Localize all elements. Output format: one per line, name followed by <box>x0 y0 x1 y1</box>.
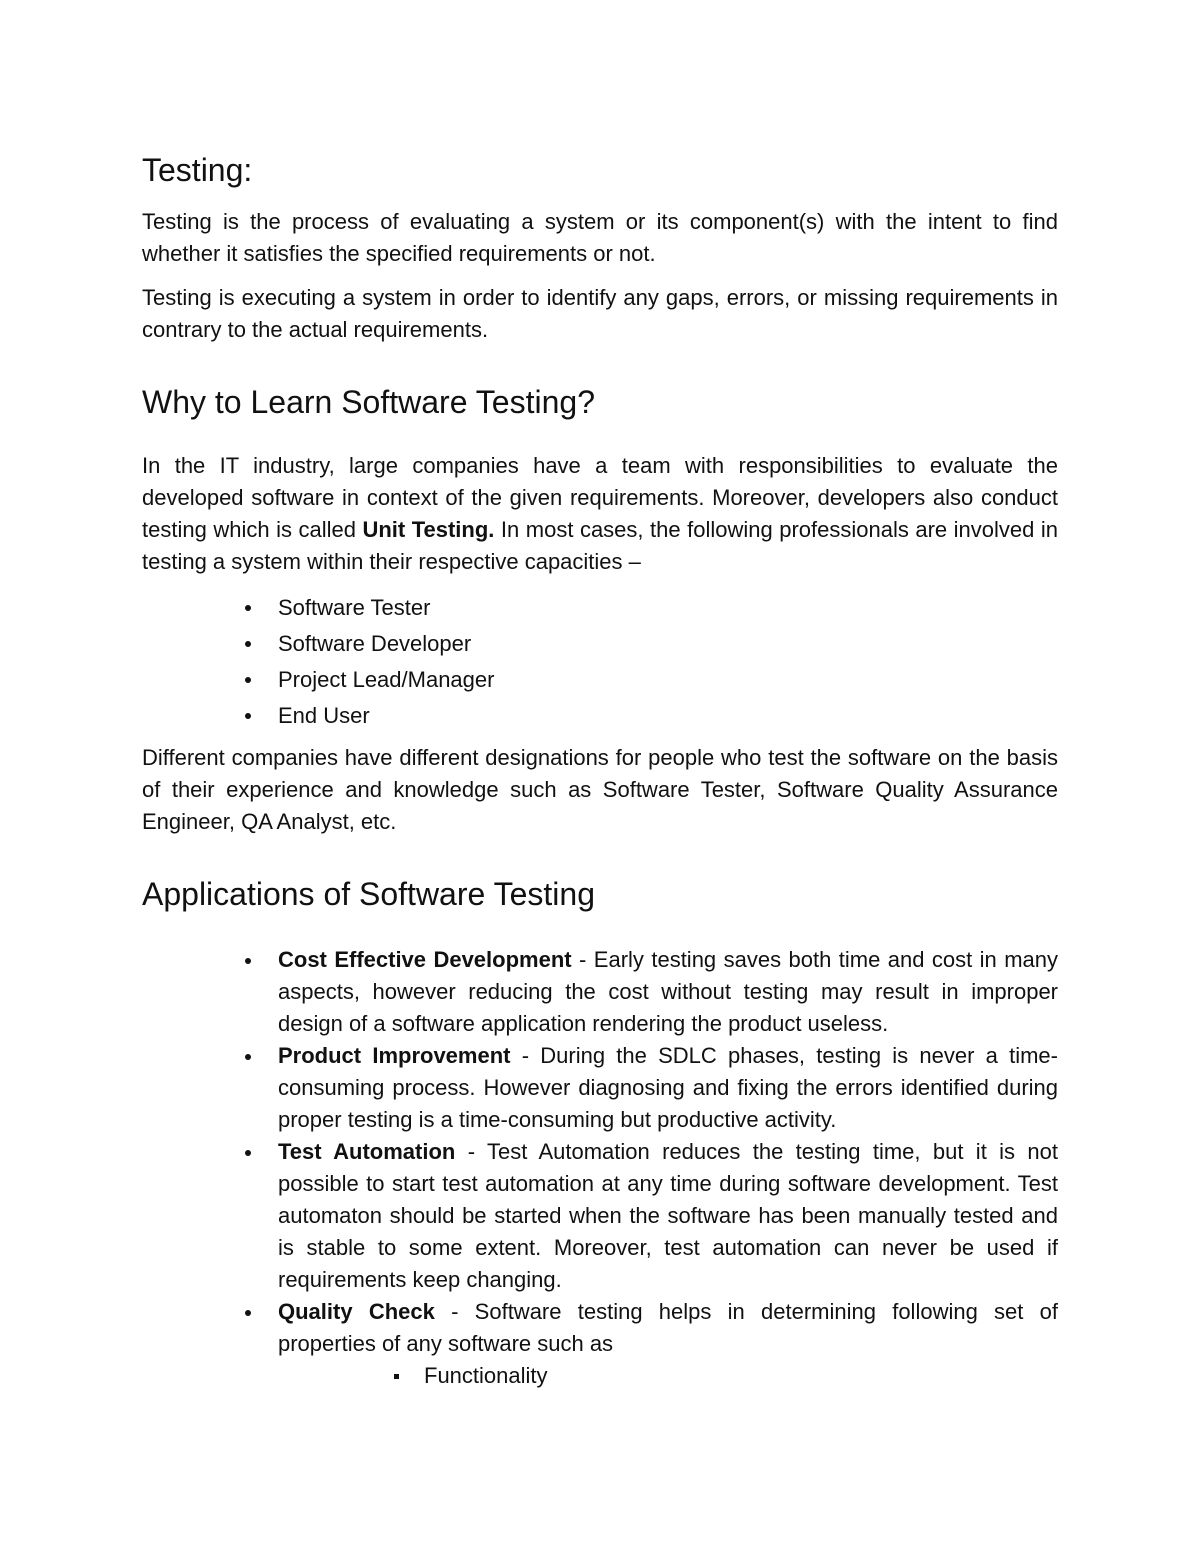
application-text: - Software testing helps in determining following set of properties of any software such as <box>278 1299 1058 1356</box>
testing-heading: Testing: <box>142 152 253 188</box>
list-item: Software Developer <box>278 626 1058 662</box>
why-learn-heading: Why to Learn Software Testing? <box>142 384 595 420</box>
applications-list <box>278 944 1058 1392</box>
list-item <box>278 1296 1058 1392</box>
application-text: - Early testing saves both time and cost in many aspects, however reducing the cost without testing may result in improper design of a software application rendering the product useless. <box>278 947 1059 1036</box>
testing-executing-paragraph: Testing is executing a system in order to identify any gaps, errors, or missing requirements in contrary to the actual requirements. <box>142 285 1058 342</box>
application-text: - During the SDLC phases, testing is never a time-consuming process. However diagnosing and fixing the errors identified during proper testing is a time-consuming but productive activity. <box>278 1043 1058 1132</box>
list-item <box>278 944 1058 1040</box>
testing-definition-paragraph: Testing is the process of evaluating a system or its component(s) with the intent to find whether it satisfies the specified requirements or not. <box>142 209 1058 266</box>
designations-paragraph: Different companies have different designations for people who test the software on the basis of their experience and knowledge such as Software Tester, Software Quality Assurance Engineer, QA Analyst, etc. <box>142 745 1058 834</box>
unit-testing-term: Unit Testing. <box>362 517 495 542</box>
why-learn-paragraph <box>142 450 1058 578</box>
document-page <box>142 150 1058 1392</box>
application-text: - Test Automation reduces the testing time, but it is not possible to start test automation at any time during software development. Test automaton should be started when the software has been manually tested and is stable to some extent. Moreover, test automation can never be used if requirements keep changing. <box>278 1139 1058 1292</box>
quality-properties-list <box>424 1360 1058 1392</box>
application-title: Product Improvement <box>278 1043 511 1068</box>
applications-heading: Applications of Software Testing <box>142 876 595 912</box>
list-item: Project Lead/Manager <box>278 662 1058 698</box>
why-learn-text-2: In most cases, the following professionals are involved in testing a system within their respective capacities – <box>142 517 1058 574</box>
list-item: End User <box>278 698 1058 734</box>
application-title: Cost Effective Development <box>278 947 572 972</box>
application-title: Test Automation <box>278 1139 456 1164</box>
why-learn-text-1: In the IT industry, large companies have a team with responsibilities to evaluate the developed software in context of the given requirements. Moreover, developers also conduct testing which is called <box>142 453 1058 542</box>
list-item <box>278 1136 1058 1296</box>
list-item: Software Tester <box>278 590 1058 626</box>
application-title: Quality Check <box>278 1299 435 1324</box>
list-item: Functionality <box>424 1360 1058 1392</box>
list-item <box>278 1040 1058 1136</box>
professionals-list <box>278 590 1058 734</box>
